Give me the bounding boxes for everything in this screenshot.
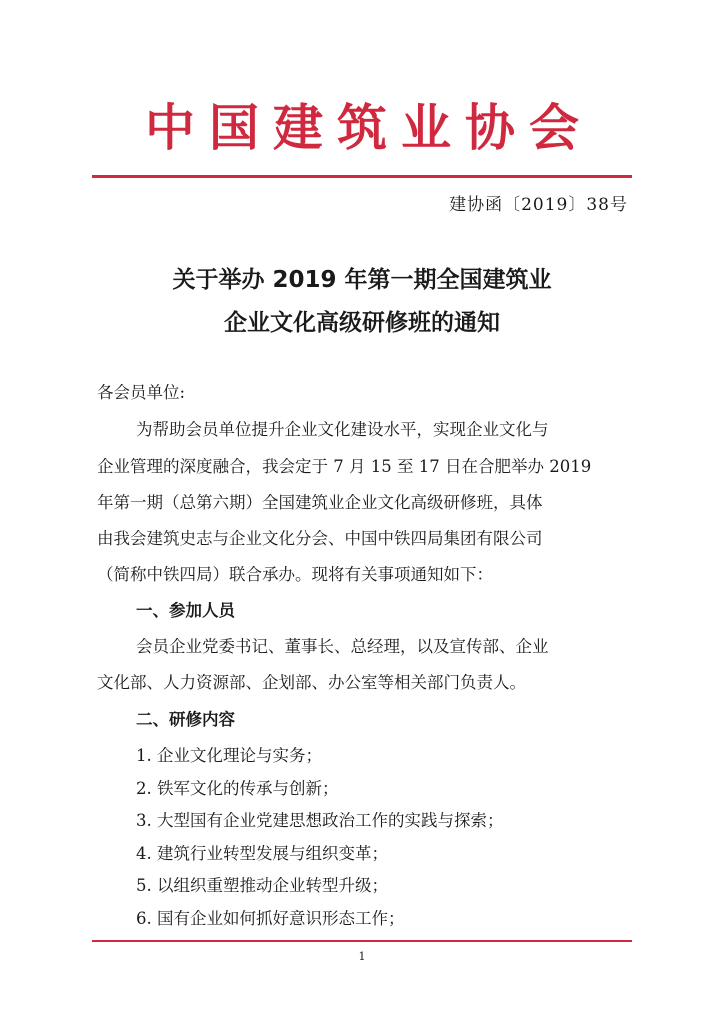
intro-paragraph-line: 由我会建筑史志与企业文化分会、中国中铁四局集团有限公司 bbox=[97, 529, 543, 548]
document-number: 建协函〔2019〕38号 bbox=[449, 195, 628, 215]
content-list-item: 2. 铁军文化的传承与创新； bbox=[136, 778, 339, 798]
intro-paragraph-line: 企业管理的深度融合，我会定于 7 月 15 至 17 日在合肥举办 2019 bbox=[97, 457, 592, 476]
content-list-item: 3. 大型国有企业党建思想政治工作的实践与探索； bbox=[136, 811, 504, 830]
intro-paragraph-line: 年第一期（总第六期）全国建筑业企业文化高级研修班，具体 bbox=[97, 493, 543, 512]
section-heading-content: 二、研修内容 bbox=[136, 710, 235, 729]
header-divider bbox=[92, 175, 632, 178]
content-list-item: 4. 建筑行业转型发展与组织变革； bbox=[136, 843, 388, 863]
page-number: 1 bbox=[358, 950, 366, 963]
participants-line: 会员企业党委书记、董事长、总经理，以及宣传部、企业 bbox=[136, 637, 549, 656]
intro-paragraph-line: 为帮助会员单位提升企业文化建设水平，实现企业文化与 bbox=[136, 420, 549, 439]
participants-line: 文化部、人力资源部、企划部、办公室等相关部门负责人。 bbox=[97, 673, 526, 692]
footer-divider bbox=[92, 940, 632, 942]
salutation: 各会员单位: bbox=[97, 383, 186, 402]
document-title-line-1: 关于举办 2019 年第一期全国建筑业 bbox=[172, 267, 552, 293]
content-list-item: 5. 以组织重塑推动企业转型升级； bbox=[136, 876, 388, 895]
section-heading-participants: 一、参加人员 bbox=[136, 601, 235, 620]
document-title-line-2: 企业文化高级研修班的通知 bbox=[224, 310, 500, 336]
organization-name: 中国建筑业协会 bbox=[145, 98, 593, 157]
content-list-item: 1. 企业文化理论与实务； bbox=[136, 746, 322, 765]
intro-paragraph-line: （简称中铁四局）联合承办。现将有关事项通知如下： bbox=[97, 565, 493, 584]
content-list-item: 6. 国有企业如何抓好意识形态工作； bbox=[136, 908, 405, 928]
